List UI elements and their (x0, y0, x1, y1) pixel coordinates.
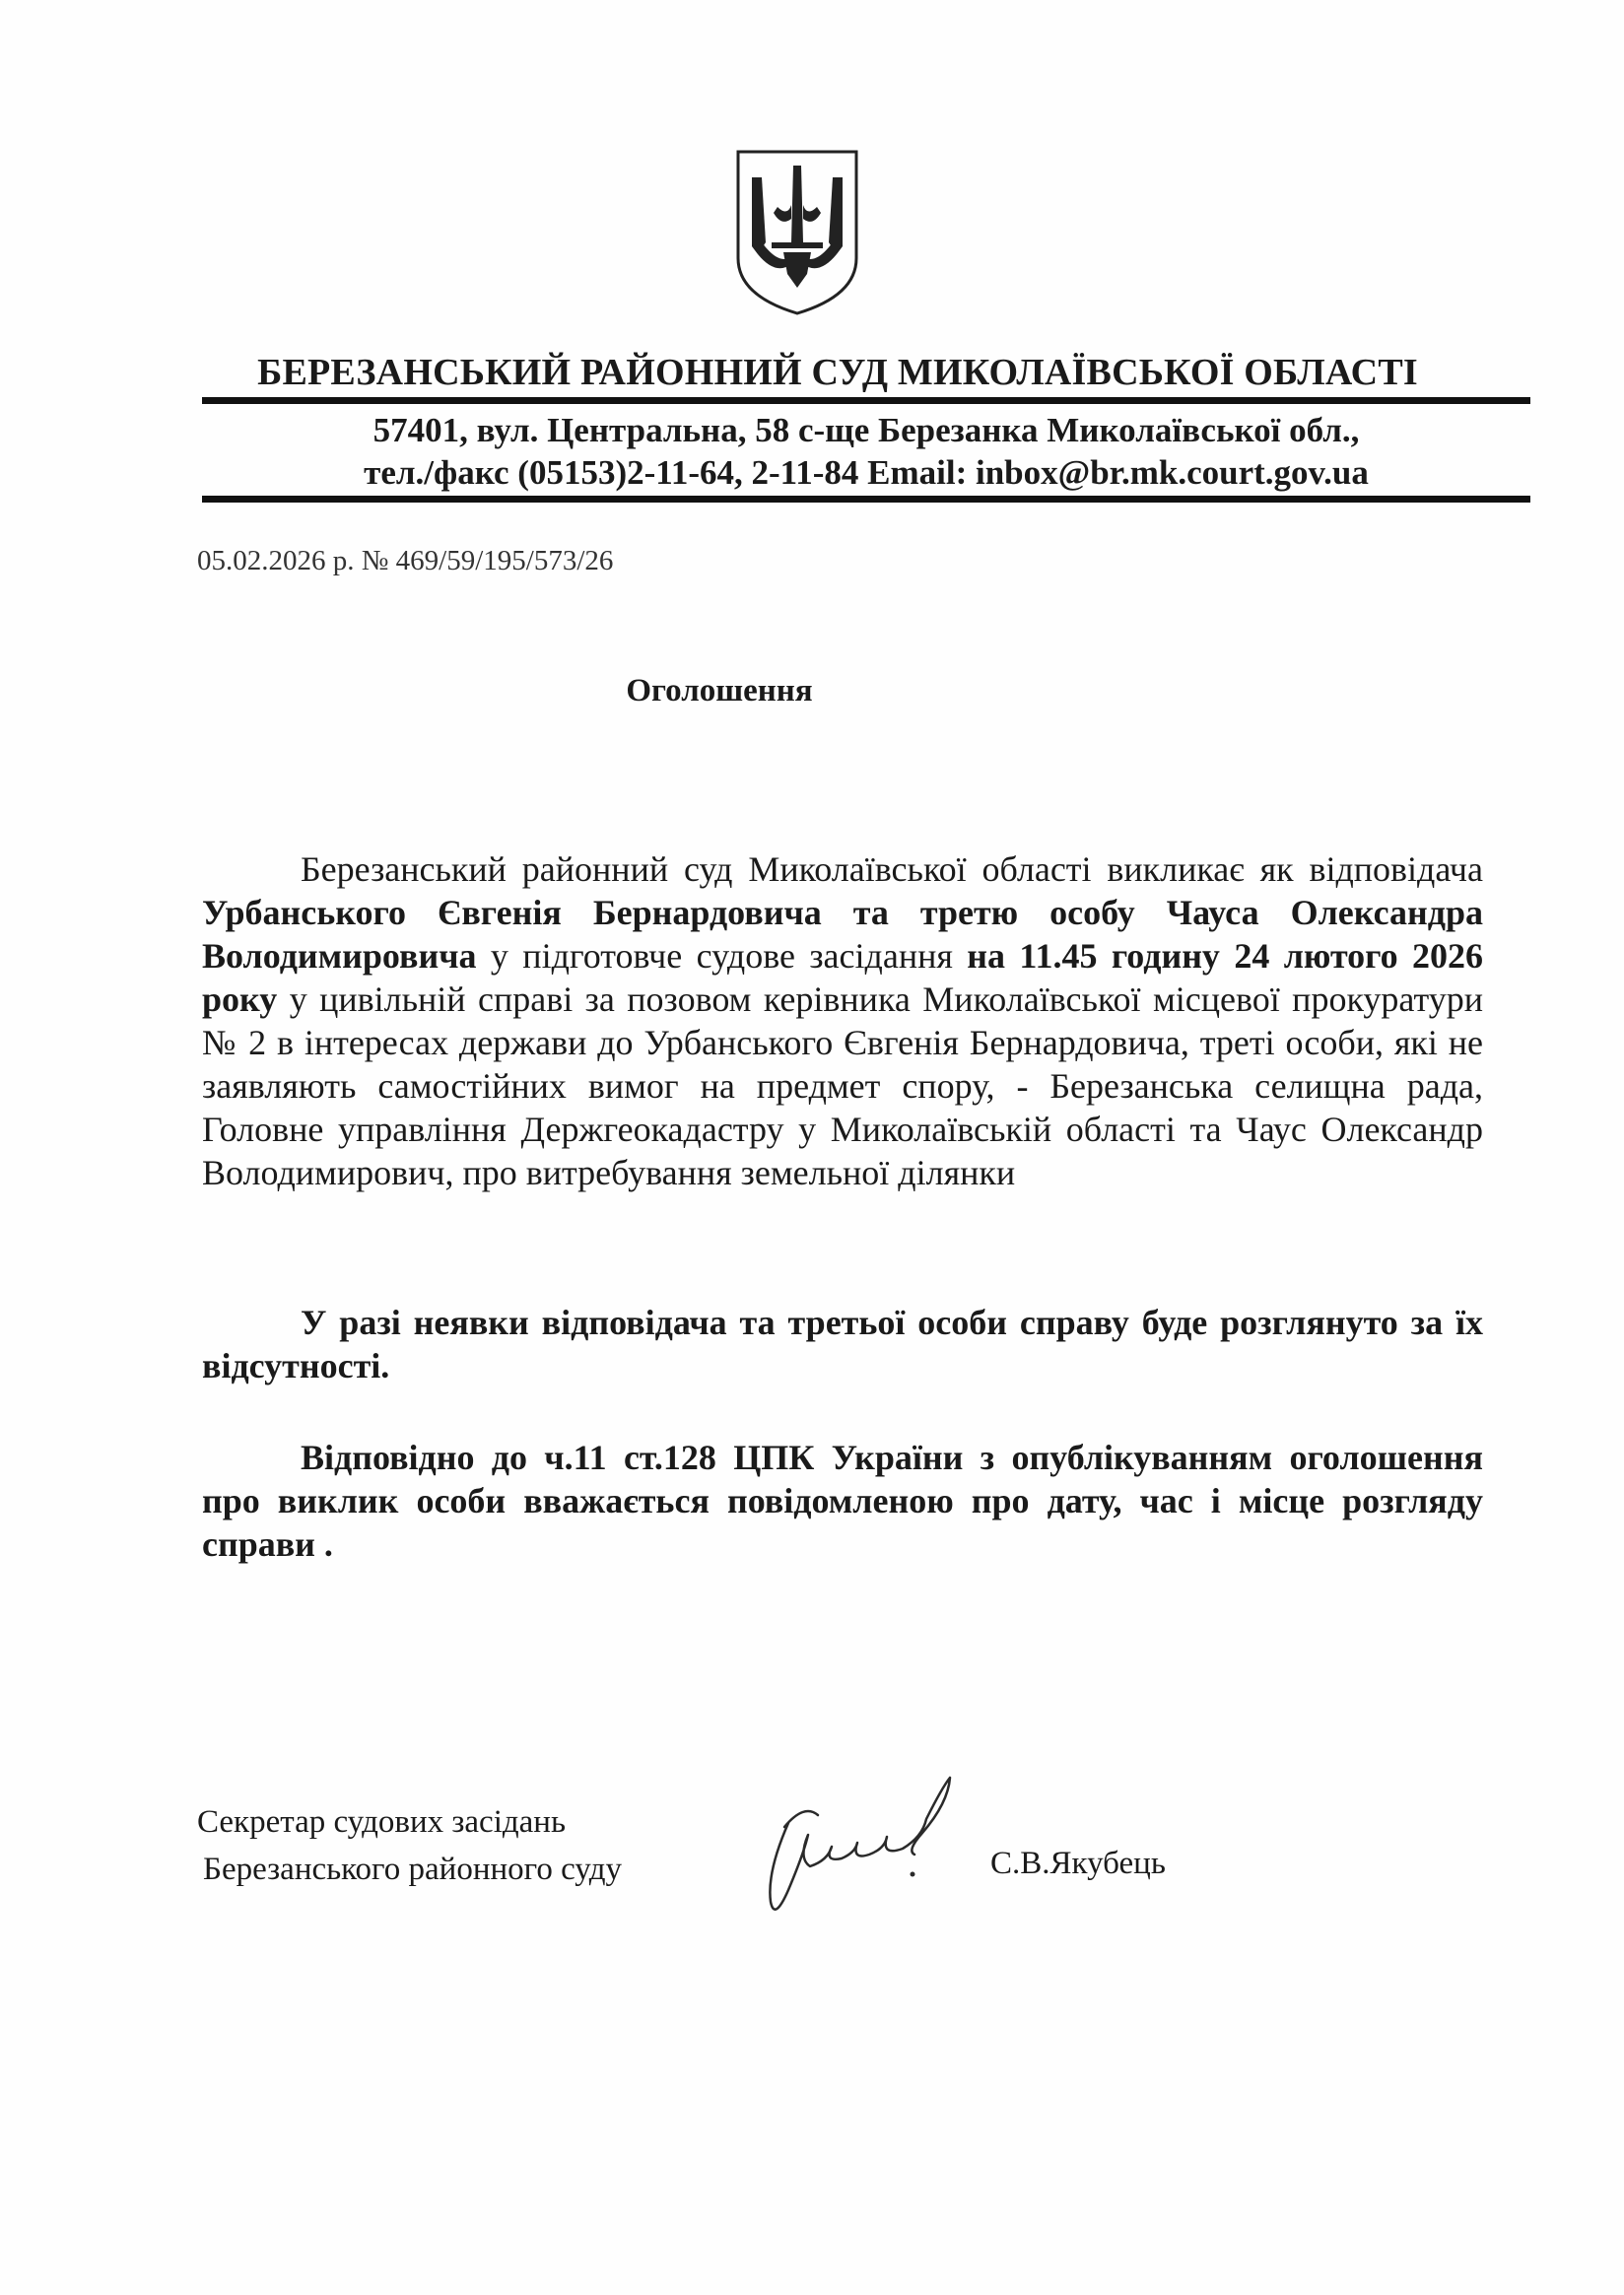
signatory-position-line: Секретар судових засідань (197, 1804, 567, 1840)
court-address: 57401, вул. Центральна, 58 с-ще Березанка Миколаївської обл., (372, 411, 1360, 449)
parties-names: Урбанського Євгенія Бернардовича та третю особу Чауса Олександра Володимировича (202, 893, 1483, 976)
signatory-name: С.В.Якубець (990, 1846, 1166, 1881)
hearing-datetime: на 11.45 годину 24 лютого 2026 року (202, 936, 1483, 1019)
signatory-position (197, 1798, 622, 1893)
legal-basis-notice: Відповідно до ч.11 ст.128 ЦПК України з опублікуванням оголошення про виклик особи вважається повідомленою про дату, час і місце розгляду справи . (202, 1438, 1483, 1564)
header-bottom-rule (202, 496, 1530, 503)
paragraph-text: у підготовче судове засідання (476, 936, 968, 976)
registration-number: 05.02.2026 р. № 469/59/195/573/26 (197, 545, 614, 576)
non-appearance-notice: У разі неявки відповідача та третьої особи справу буде розглянуто за їх відсутності. (202, 1303, 1483, 1385)
court-contacts: тел./факс (05153)2-11-64, 2-11-84 Email: inbox@br.mk.court.gov.ua (364, 453, 1369, 492)
court-name: БЕРЕЗАНСЬКИЙ РАЙОННИЙ СУД МИКОЛАЇВСЬКОЇ ОБЛАСТІ (257, 352, 1418, 393)
paragraph-text: Березанський районний суд Миколаївської області викликає як відповідача (301, 849, 1483, 889)
trident-coat-of-arms-icon (732, 148, 862, 317)
header-top-rule (202, 397, 1530, 404)
page-title: Оголошення (626, 673, 813, 709)
handwritten-signature-icon (749, 1764, 995, 1922)
announcement-paragraph (202, 847, 1483, 1194)
signatory-position-line: Березанського районного суду (203, 1852, 623, 1887)
paragraph-text: у цивільній справі за позовом керівника Миколаївської місцевої прокуратури № 2 в інтересах держави до Урбанського Євгенія Бернардовича, треті особи, які не заявляють самостійних вимог на предмет спору, - Березанська селищна рада, Головне управління Держгеокадастру у Миколаївській області та Чаус Олександр Володимирович, про витребування земельної ділянки (202, 979, 1483, 1192)
